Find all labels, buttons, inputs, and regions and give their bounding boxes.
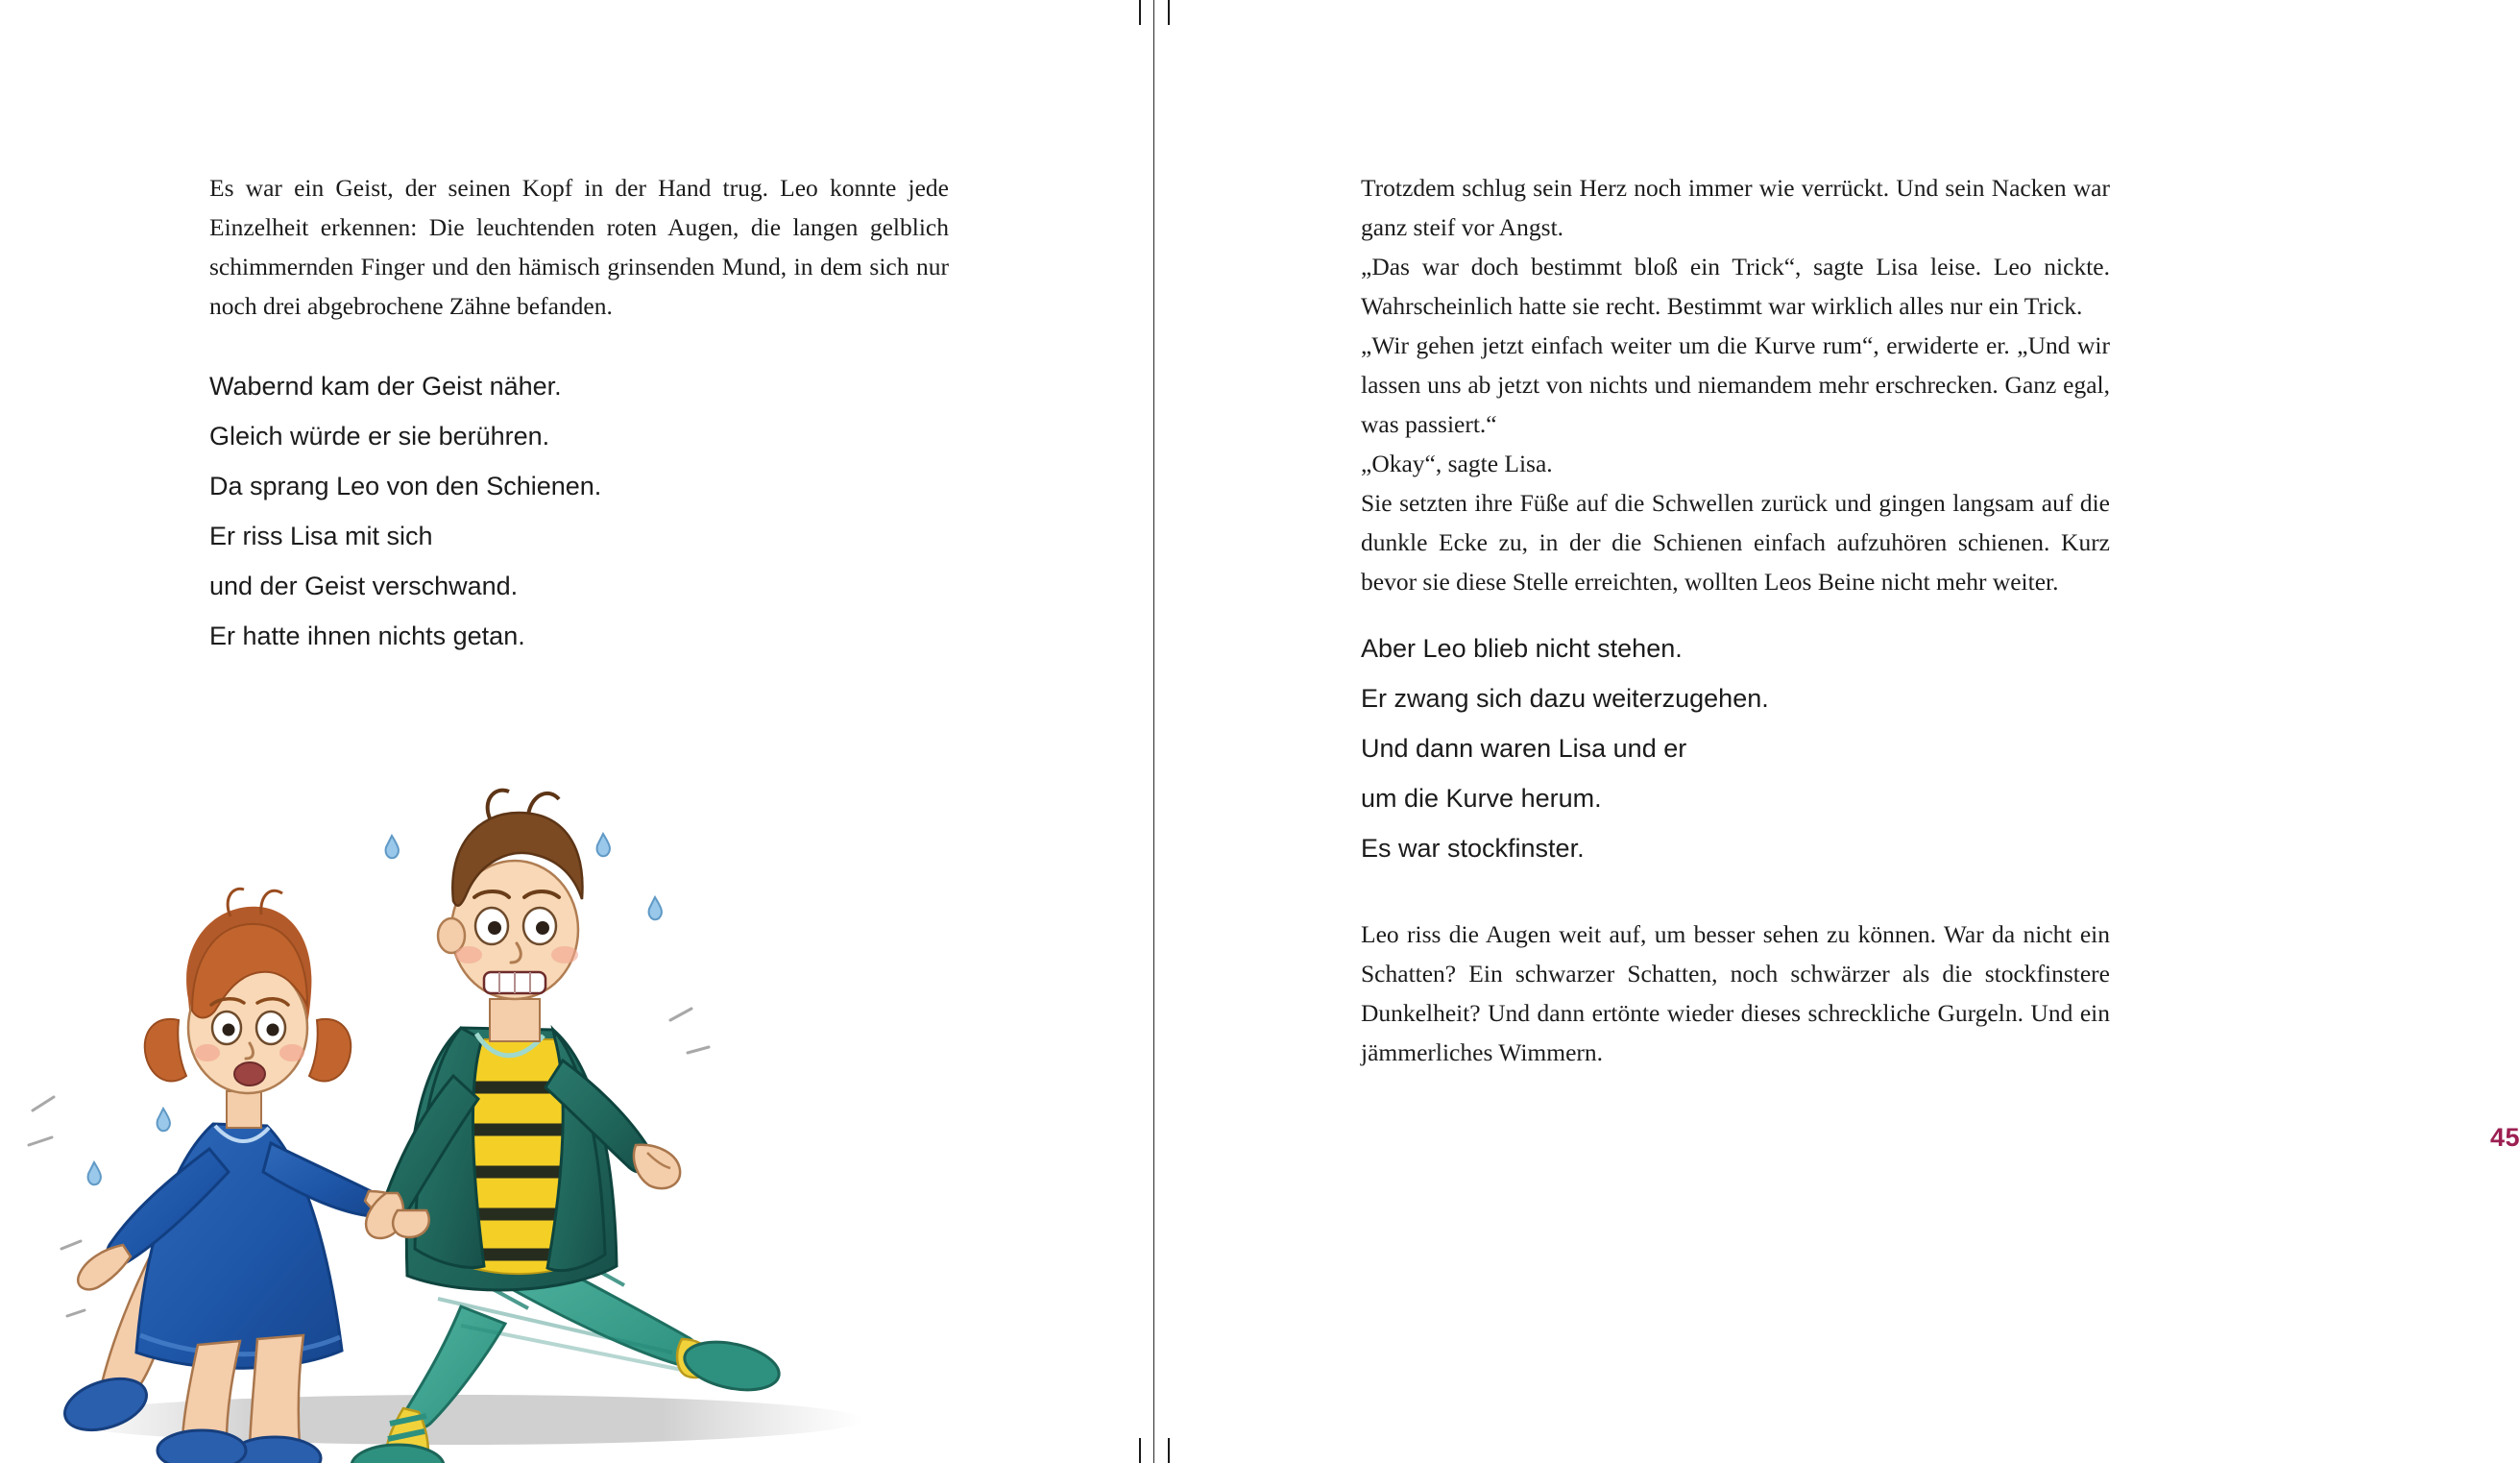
right-page [1154,0,2520,1463]
spacer [1361,880,2110,914]
right-paragraph-5: Sie setzten ihre Füße auf die Schwellen zurück und gingen langsam auf die dunkle Ecke zu, in der die Schienen einfach aufzuhören schienen. Kurz bevor sie diese Stelle erreichten, wollten Leos Beine nicht mehr weiter. [1361,489,2110,596]
right-paragraph-1: Trotzdem schlug sein Herz noch immer wie verrückt. Und sein Nacken war ganz steif vor Angst. [1361,174,2110,241]
right-paragraph-6: Leo riss die Augen weit auf, um besser sehen zu können. War da nicht ein Schatten? Ein schwarzer Schatten, noch schwärzer als die stockfinstere Dunkelheit? Und dann ertönte wieder dieses schreckliche Gurgeln. Und ein jämmerliches Wimmern. [1361,920,2110,1066]
verse-line: Und dann waren Lisa und er [1361,734,1687,763]
left-page [0,0,1153,1463]
right-paragraph-4: „Okay“, sagte Lisa. [1361,450,1553,477]
right-page-text-column [1361,168,2110,1072]
verse-line: Wabernd kam der Geist näher. [209,372,562,401]
left-paragraph-1: Es war ein Geist, der seinen Kopf in der Hand trug. Leo konnte jede Einzelheit erkennen: Die leuchtenden roten Augen, die langen gelblich schimmernden Finger und den hämisch grinsenden Mund, in dem sich nur noch drei abgebrochene Zähne befanden. [209,174,949,320]
verse-line: Es war stockfinster. [1361,834,1585,863]
verse-line: Er riss Lisa mit sich [209,522,433,550]
illustration-boy [351,791,784,1463]
illustration-two-running-children [10,711,1076,1460]
spacer [1361,601,2110,630]
verse-line: Aber Leo blieb nicht stehen. [1361,634,1683,663]
page-number: 45 [2490,1123,2520,1152]
spacer [209,326,949,368]
verse-line: um die Kurve herum. [1361,784,1602,813]
left-page-text-column [209,168,949,668]
right-verse-block [1361,630,2110,867]
verse-line: Er hatte ihnen nichts getan. [209,622,525,650]
verse-line: Er zwang sich dazu weiterzugehen. [1361,684,1769,713]
verse-line: und der Geist verschwand. [209,572,519,600]
right-paragraph-2: „Das war doch bestimmt bloß ein Trick“, sagte Lisa leise. Leo nickte. Wahrscheinlich hatte sie recht. Bestimmt war wirklich alles nur ein Trick. [1361,253,2110,320]
right-paragraph-3: „Wir gehen jetzt einfach weiter um die Kurve rum“, erwiderte er. „Und wir lassen uns ab jetzt von nichts und niemandem mehr erschrecken. Ganz egal, was passiert.“ [1361,331,2110,438]
verse-line: Gleich würde er sie berühren. [209,422,550,451]
illustration-girl [59,889,418,1463]
left-verse-block [209,368,949,655]
verse-line: Da sprang Leo von den Schienen. [209,472,602,500]
